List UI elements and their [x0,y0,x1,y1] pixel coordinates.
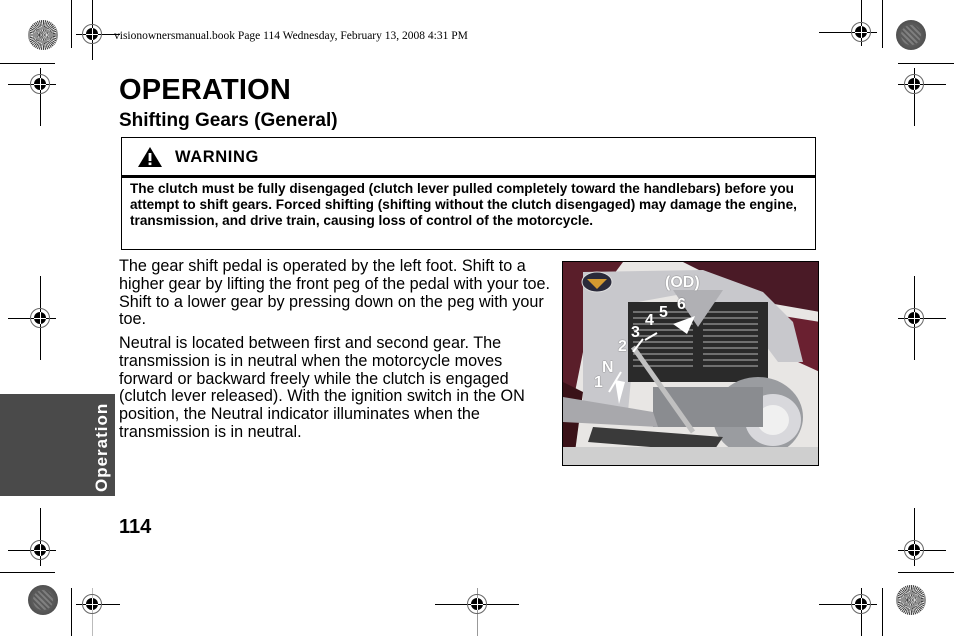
subsection-title: Shifting Gears (General) [119,110,338,131]
side-tab-label: Operation [92,402,111,492]
label-gear-1: 1 [594,374,603,391]
trim-line [0,572,55,573]
warning-title: WARNING [175,148,259,166]
warning-header [122,138,815,178]
label-gear-5: 5 [659,304,668,321]
print-header: visionownersmanual.book Page 114 Wednesday, February 13, 2008 4:31 PM [114,30,468,42]
warning-triangle-icon [137,146,163,168]
trim-line [898,63,954,64]
body-paragraph: The gear shift pedal is operated by the left foot. Shift to a higher gear by lifting the front peg of the pedal with your toe. Shift to a lower gear by pressing down on the peg with your toe. [119,257,551,329]
trim-line [0,63,55,64]
warning-text: The clutch must be fully disengaged (clutch lever pulled completely toward the handlebars) before you attempt to shift gears. Forced shifting (shifting without the clutch disengaged) may damage the engine, transmission, and drive train, causing loss of control of the motorcycle. [130,181,797,228]
label-gear-6: 6 [677,296,686,313]
section-title: OPERATION [119,74,292,106]
label-overdrive: (OD) [665,274,700,291]
warning-box [121,137,816,250]
trim-line [898,572,954,573]
label-neutral: N [602,359,614,376]
trim-line [882,0,883,48]
page-number: 114 [119,516,152,538]
color-target-icon [28,20,58,50]
color-target-icon [28,585,58,615]
label-gear-3: 3 [631,324,640,341]
color-target-icon [896,20,926,50]
color-target-icon [896,585,926,615]
trim-line [71,588,72,636]
label-gear-4: 4 [645,312,654,329]
body-paragraph: Neutral is located between first and second gear. The transmission is in neutral when the motorcycle moves forward or backward freely while the clutch is engaged (clutch lever released). With the ignition switch in the ON position, the Neutral indicator illuminates when the transmission is in neutral. [119,334,525,441]
gear-shift-photo [562,261,819,466]
label-gear-2: 2 [618,338,627,355]
trim-line [882,588,883,636]
trim-line [71,0,72,48]
